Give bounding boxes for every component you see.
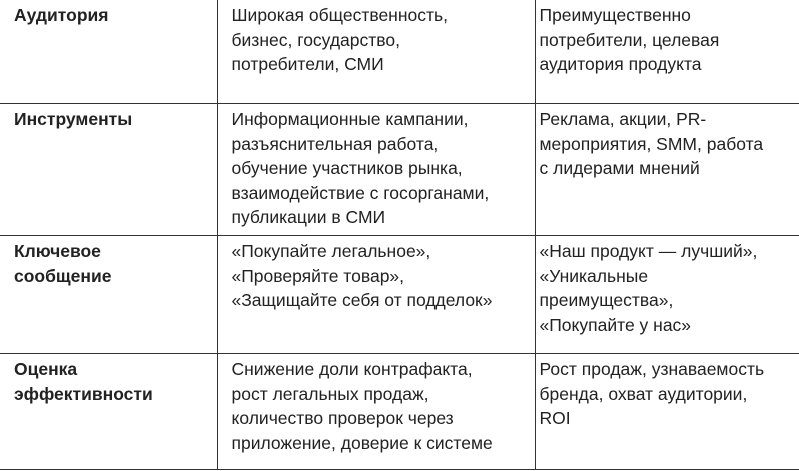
- row-label: Оценка: [14, 359, 78, 379]
- cell-text: аудитория продукта: [539, 54, 702, 74]
- row-label: Инструменты: [14, 109, 133, 129]
- commercial-campaign-cell: [535, 236, 799, 354]
- row-label-cell: [0, 354, 217, 470]
- cell-text: «Защищайте себя от подделок»: [231, 290, 493, 310]
- cell-text: мероприятия, SMM, работа: [539, 133, 764, 154]
- cell-text: Преимущественно: [539, 5, 691, 25]
- cell-text: Реклама, акции, PR-: [539, 109, 707, 129]
- cell-text: потребители, целевая: [539, 29, 720, 50]
- public-campaign-cell: [217, 104, 535, 236]
- cell-text: Рост продаж, узнаваемость: [539, 359, 765, 379]
- commercial-campaign-cell: [535, 0, 799, 104]
- cell-text: бизнес, государство,: [231, 29, 400, 50]
- cell-text: рост легальных продаж,: [231, 383, 429, 404]
- public-campaign-cell: [217, 236, 535, 354]
- cell-text: бренда, охват аудитории,: [539, 383, 748, 404]
- cell-text: взаимодействие с госорганами,: [231, 182, 490, 203]
- table-row: [0, 236, 799, 354]
- cell-text: обучение участников рынка,: [231, 158, 463, 178]
- table-row: [0, 0, 799, 104]
- row-label: эффективности: [14, 383, 153, 404]
- row-label-cell: [0, 104, 217, 236]
- cell-text: разъяснительная работа,: [231, 133, 439, 154]
- table-row: [0, 354, 799, 470]
- cell-text: «Покупайте легальное»,: [231, 241, 431, 261]
- row-label: Ключевое: [14, 241, 101, 261]
- cell-text: с лидерами мнений: [539, 158, 700, 178]
- cell-text: ROI: [539, 408, 571, 428]
- cell-text: «Покупайте у нас»: [539, 314, 692, 335]
- public-campaign-cell: [217, 0, 535, 104]
- row-label-cell: [0, 0, 217, 104]
- cell-text: публикации в СМИ: [231, 207, 386, 227]
- cell-text: потребители, СМИ: [231, 54, 384, 74]
- cell-text: «Уникальные: [539, 265, 649, 286]
- commercial-campaign-cell: [535, 104, 799, 236]
- cell-text: Широкая общественность,: [231, 5, 448, 25]
- cell-text: количество проверок через: [231, 408, 454, 428]
- cell-text: Информационные кампании,: [231, 109, 469, 129]
- cell-text: приложение, доверие к системе: [231, 432, 493, 453]
- row-label: сообщение: [14, 265, 112, 286]
- cell-text: «Наш продукт — лучший»,: [539, 241, 758, 261]
- cell-text: «Проверяйте товар»,: [231, 265, 405, 286]
- row-label-cell: [0, 236, 217, 354]
- cell-text: Снижение доли контрафакта,: [231, 359, 473, 379]
- cell-text: преимущества»,: [539, 290, 674, 310]
- row-label: Аудитория: [14, 5, 109, 25]
- table-row: [0, 104, 799, 236]
- public-campaign-cell: [217, 354, 535, 470]
- commercial-campaign-cell: [535, 354, 799, 470]
